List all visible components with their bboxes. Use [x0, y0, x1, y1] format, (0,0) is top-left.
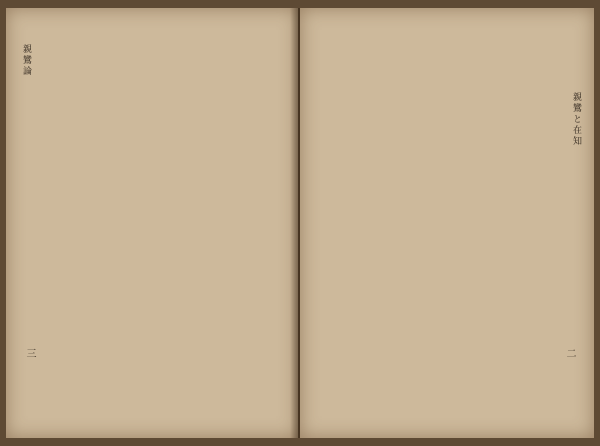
- right-page: [300, 8, 594, 438]
- left-page-number: 三: [24, 348, 35, 358]
- left-body-text: [44, 56, 284, 436]
- right-page-number: 二: [564, 348, 575, 358]
- left-page: [6, 8, 298, 438]
- right-running-head: 親鸞と在知: [571, 92, 581, 147]
- right-body-text: [316, 56, 512, 436]
- left-running-head: 親鸞論: [21, 44, 31, 77]
